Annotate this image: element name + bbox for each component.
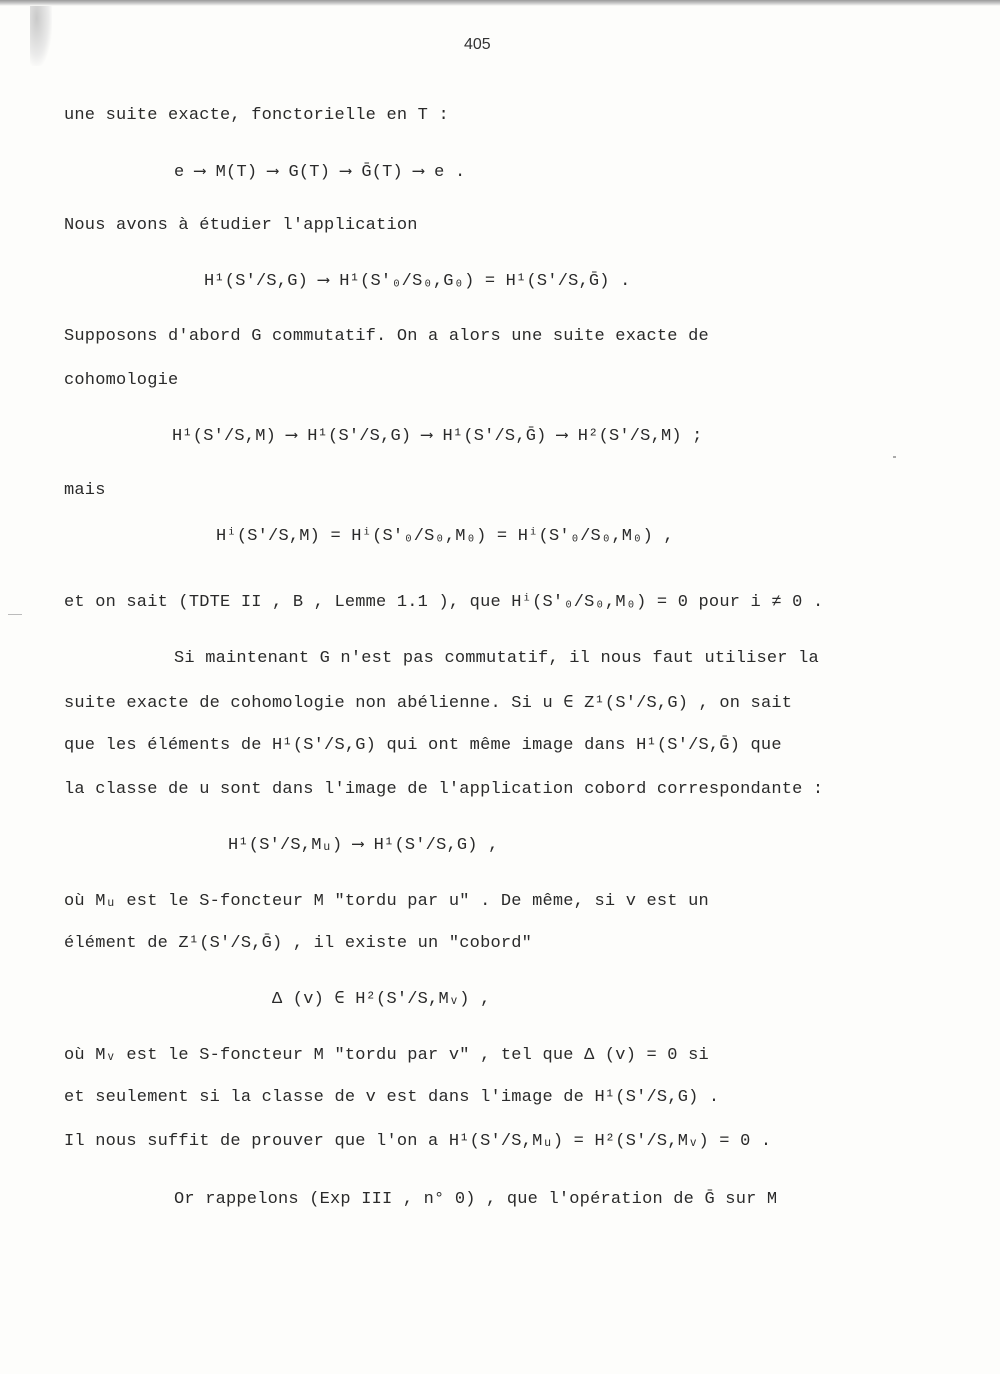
text-line-4: cohomologie (64, 371, 179, 390)
text-line-7: Si maintenant G n'est pas commutatif, il nous faut utiliser la (174, 649, 819, 668)
text-line-5: mais (64, 481, 106, 500)
text-line-15: Il nous suffit de prouver que l'on a H¹(S'/S,Mᵤ) = H²(S'/S,Mᵥ) = 0 . (64, 1132, 772, 1151)
text-line-10: la classe de u sont dans l'image de l'application cobord correspondante : (64, 780, 824, 799)
text-line-9: que les éléments de H¹(S'/S,G) qui ont même image dans H¹(S'/S,Ḡ) que (64, 736, 782, 755)
scan-corner-shadow (30, 6, 52, 66)
text-line-3: Supposons d'abord G commutatif. On a alors une suite exacte de (64, 327, 709, 346)
text-line-14: et seulement si la classe de v est dans l'image de H¹(S'/S,G) . (64, 1088, 720, 1107)
scan-speck (893, 456, 896, 458)
text-line-8: suite exacte de cohomologie non abélienne. Si u ∈ Z¹(S'/S,G) , on sait (64, 694, 793, 713)
formula-exact-sequence: e ⟶ M(T) ⟶ G(T) ⟶ Ḡ(T) ⟶ e . (174, 163, 466, 182)
formula-application: H¹(S'/S,G) ⟶ H¹(S'₀/S₀,G₀) = H¹(S'/S,Ḡ) . (204, 272, 631, 291)
text-line-6: et on sait (TDTE II , B , Lemme 1.1 ), que Hⁱ(S'₀/S₀,M₀) = 0 pour i ≠ 0 . (64, 593, 824, 612)
text-line-16: Or rappelons (Exp III , n° 0) , que l'opération de Ḡ sur M (174, 1190, 778, 1209)
text-line-13: où Mᵥ est le S-foncteur M "tordu par v" , tel que Δ (v) = 0 si (64, 1046, 709, 1065)
formula-cohomology-sequence: H¹(S'/S,M) ⟶ H¹(S'/S,G) ⟶ H¹(S'/S,Ḡ) ⟶ H²(S'/S,M) ; (172, 427, 703, 446)
margin-mark (8, 614, 22, 615)
page-number: 405 (464, 36, 491, 53)
text-line-2: Nous avons à étudier l'application (64, 216, 418, 235)
text-line-11: où Mᵤ est le S-foncteur M "tordu par u" . De même, si v est un (64, 892, 709, 911)
scan-top-border (0, 0, 1000, 6)
formula-cobord-delta: Δ (v) ∈ H²(S'/S,Mᵥ) , (272, 990, 491, 1009)
formula-cobord-application: H¹(S'/S,Mᵤ) ⟶ H¹(S'/S,G) , (228, 836, 499, 855)
text-line-1: une suite exacte, fonctorielle en T : (64, 106, 449, 125)
formula-cohomology-equality: Hⁱ(S'/S,M) = Hⁱ(S'₀/S₀,M₀) = Hⁱ(S'₀/S₀,M₀) , (216, 527, 674, 546)
text-line-12: élément de Z¹(S'/S,Ḡ) , il existe un "cobord" (64, 934, 533, 953)
